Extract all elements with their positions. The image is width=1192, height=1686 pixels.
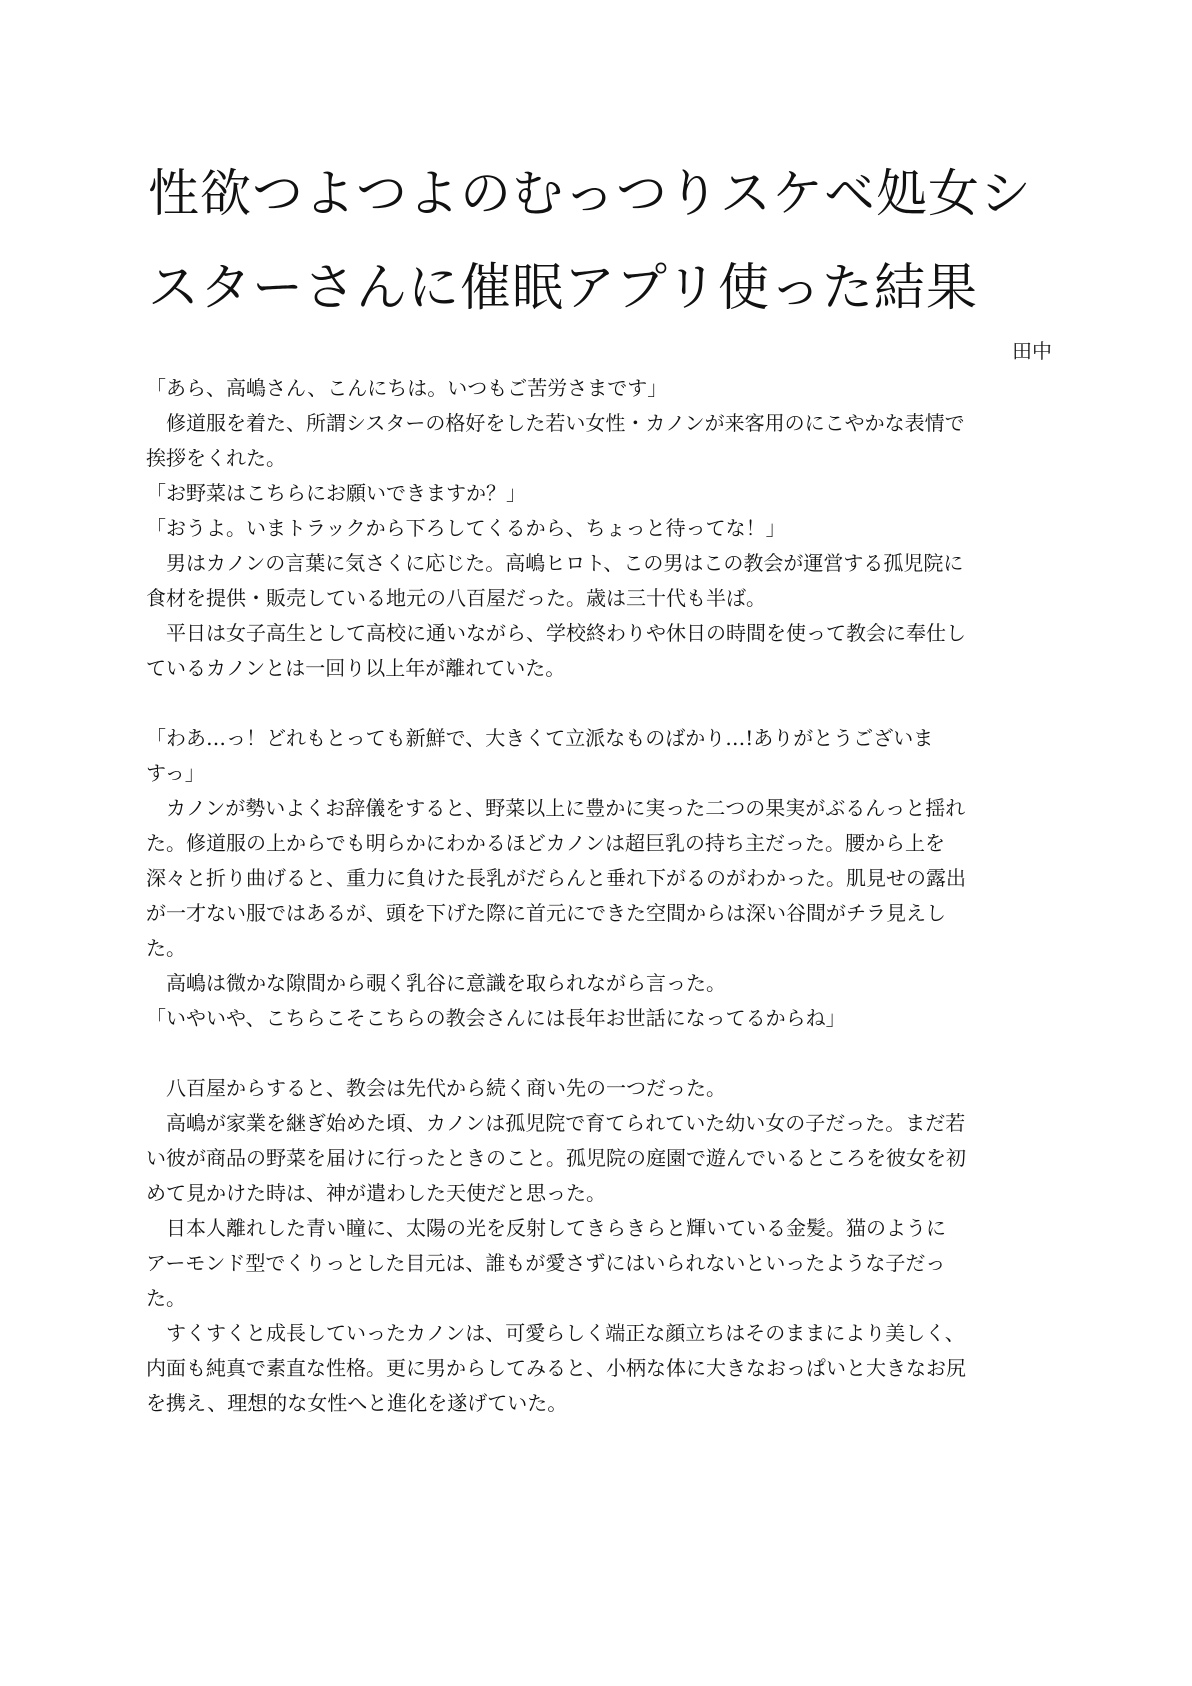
text-line: い彼が商品の野菜を届けに行ったときのこと。孤児院の庭園で遊んでいるところを彼女を初	[146, 1146, 966, 1170]
text-line: 挨拶をくれた。	[146, 446, 286, 470]
text-line: 「いやいや、こちらこそこちらの教会さんには長年お世話になってるからね」	[146, 1006, 846, 1030]
title-line: 性欲つよつよのむっつりスケベ処女シ	[148, 165, 1033, 224]
text-line: 「おうよ。いまトラックから下ろしてくるから、ちょっと待ってな！」	[146, 516, 786, 540]
text-line: た。	[146, 936, 186, 960]
title-line: スターさんに催眠アプリ使った結果	[148, 259, 978, 318]
text-line: 食材を提供・販売している地元の八百屋だった。歳は三十代も半ば。	[146, 586, 766, 610]
text-line: 内面も純真で素直な性格。更に男からしてみると、小柄な体に大きなおっぱいと大きなお尻	[146, 1356, 966, 1380]
text-line: 「わあ…っ！どれもとっても新鮮で、大きくて立派なものばかり…!ありがとうございま	[146, 726, 934, 750]
document-title	[148, 148, 1068, 336]
text-line: 日本人離れした青い瞳に、太陽の光を反射してきらきらと輝いている金髪。猫のように	[166, 1216, 946, 1240]
text-line: 深々と折り曲げると、重力に負けた長乳がだらんと垂れ下がるのがわかった。肌見せの露出	[146, 866, 966, 890]
author-name: 田中	[1012, 339, 1052, 363]
text-line: カノンが勢いよくお辞儀をすると、野菜以上に豊かに実った二つの果実がぶるんっと揺れ	[166, 796, 966, 820]
text-line: 八百屋からすると、教会は先代から続く商い先の一つだった。	[166, 1076, 726, 1100]
text-line: すくすくと成長していったカノンは、可愛らしく端正な顔立ちはそのままにより美しく、	[166, 1321, 965, 1345]
text-line: ているカノンとは一回り以上年が離れていた。	[146, 656, 566, 680]
body-text	[146, 371, 1066, 1421]
text-line: た。	[146, 1286, 186, 1310]
text-line: 平日は女子高生として高校に通いながら、学校終わりや休日の時間を使って教会に奉仕し	[166, 621, 966, 645]
text-line: を携え、理想的な女性へと進化を遂げていた。	[146, 1391, 568, 1415]
paragraph-gap	[146, 1036, 1066, 1071]
text-line: 「あら、高嶋さん、こんにちは。いつもご苦労さまです」	[146, 376, 668, 400]
text-line: 修道服を着た、所謂シスターの格好をした若い女性・カノンが来客用のにこやかな表情で	[166, 411, 965, 435]
text-line: アーモンド型でくりっとした目元は、誰もが愛さずにはいられないといったような子だっ	[146, 1251, 946, 1275]
text-line: 男はカノンの言葉に気さくに応じた。高嶋ヒロト、この男はこの教会が運営する孤児院に	[166, 551, 964, 575]
text-line: めて見かけた時は、神が遣わした天使だと思った。	[146, 1181, 606, 1205]
text-line: 高嶋は微かな隙間から覗く乳谷に意識を取られながら言った。	[166, 971, 726, 995]
text-line: が一才ない服ではあるが、頭を下げた際に首元にできた空間からは深い谷間がチラ見えし	[146, 901, 946, 925]
text-line: 「お野菜はこちらにお願いできますか？」	[146, 481, 526, 505]
text-line: すっ」	[146, 761, 205, 785]
text-line: 高嶋が家業を継ぎ始めた頃、カノンは孤児院で育てられていた幼い女の子だった。まだ若	[166, 1111, 966, 1135]
text-line: た。修道服の上からでも明らかにわかるほどカノンは超巨乳の持ち主だった。腰から上を	[146, 831, 945, 855]
paragraph-gap	[146, 686, 1066, 721]
